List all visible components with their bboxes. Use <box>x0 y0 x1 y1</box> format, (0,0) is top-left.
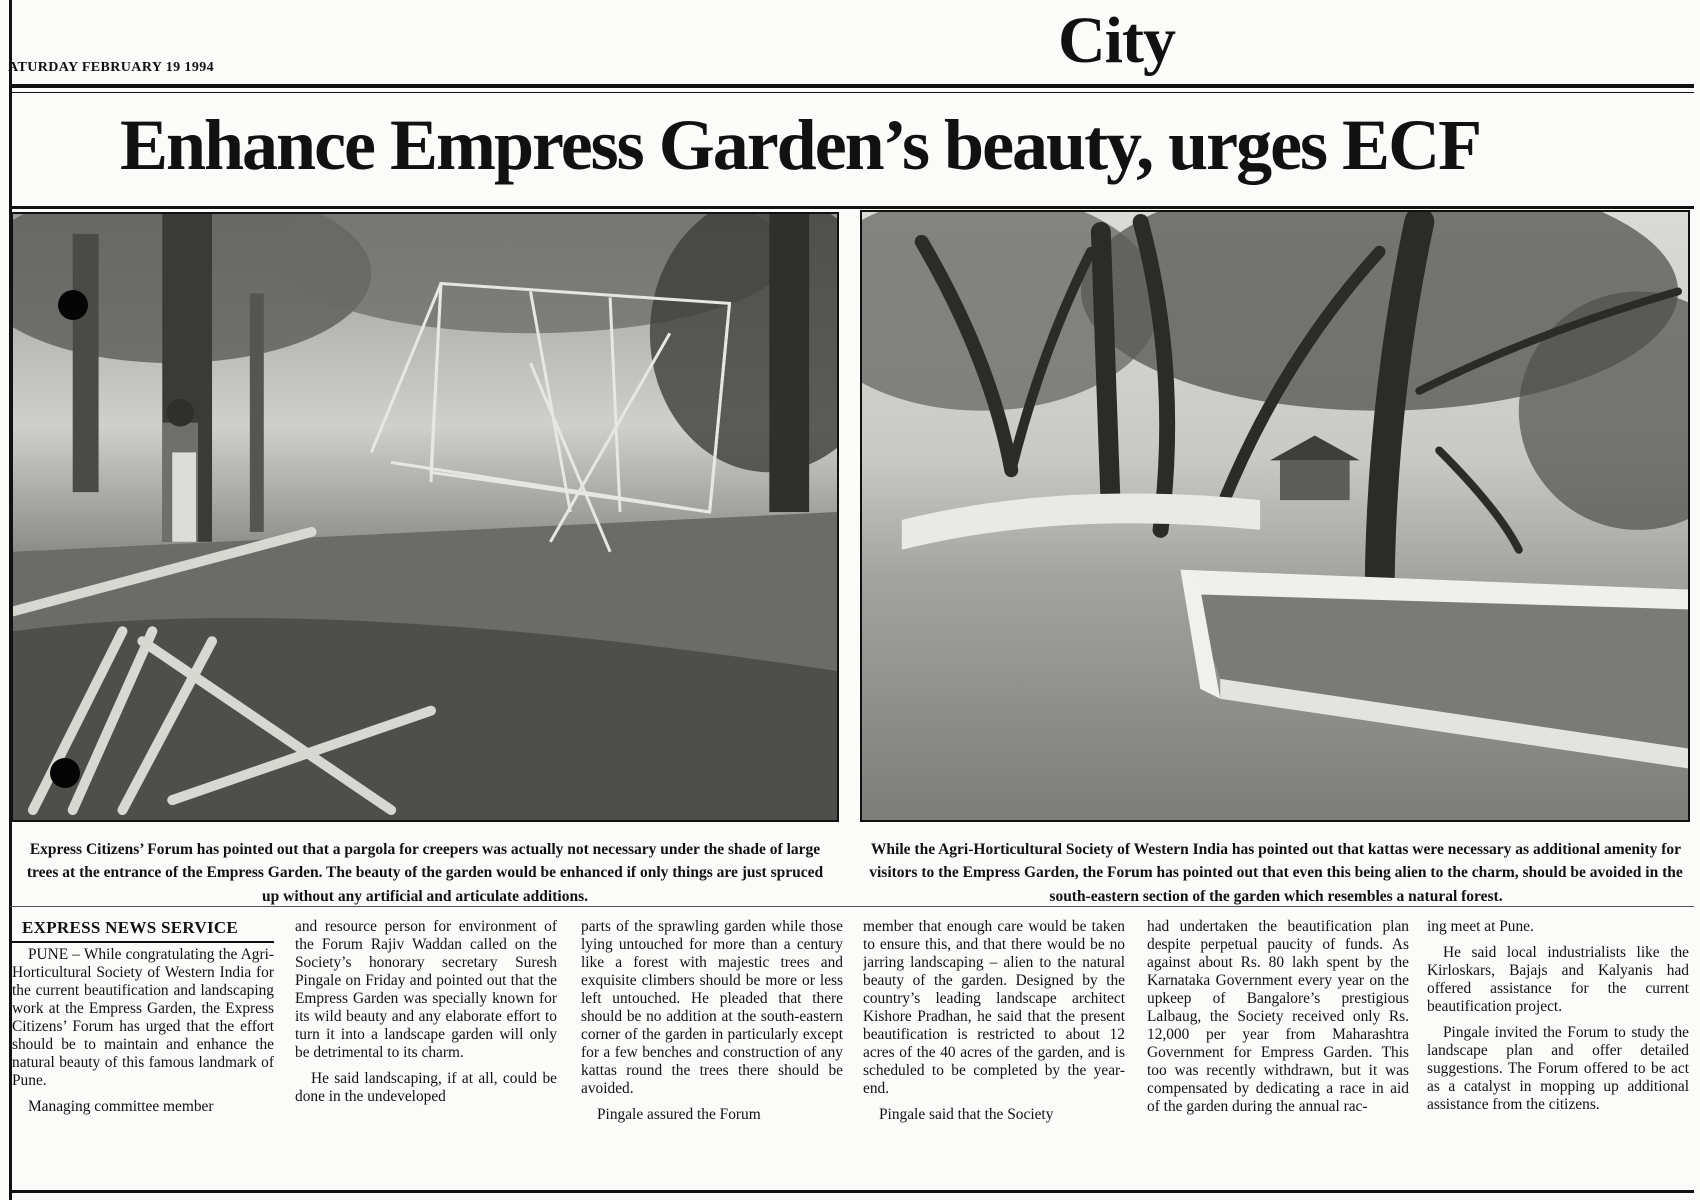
article-paragraph: and resource person for environment of the Forum Rajiv Waddan called on the Society’s honorary secretary Suresh Pingale on Friday and pointed out that the Empress Garden was specially known for its wild beauty and any elaborate effort to turn it into a landscape garden will only be detrimental to its charm. <box>295 918 557 1062</box>
article-column-6 <box>1427 918 1689 1188</box>
punch-hole <box>58 290 88 320</box>
photo-pergola-image <box>13 214 837 820</box>
article-paragraph: parts of the sprawling garden while those lying untouched for more than a century like a forest with majestic trees and exquisite climbers should be more or less left untouched. He pleaded that there should be no addition at the south-eastern corner of the garden in particularly except for a few benches and construction of any kattas round the trees there should be avoided. <box>581 918 843 1098</box>
photo-caption-right: While the Agri-Horticultural Society of Western India has pointed out that kattas were necessary as additional amenity for visitors to the Empress Garden, the Forum has pointed out that even this being alien to the charm, should be avoided in the south-eastern section of the garden which resembles a natural forest. <box>869 841 1683 905</box>
photo-pergola <box>11 212 839 822</box>
headline-rule <box>10 206 1694 209</box>
dateline: ATURDAY FEBRUARY 19 1994 <box>8 60 215 75</box>
article-paragraph: Pingale invited the Forum to study the landscape plan and offer detailed suggestions. The Forum offered to be act as a catalyst in mopping up additional assistance from the citizens. <box>1427 1024 1689 1114</box>
photo-kattas-image <box>862 212 1688 820</box>
photo-kattas <box>860 210 1690 822</box>
article-paragraph: He said landscaping, if at all, could be done in the undeveloped <box>295 1070 557 1106</box>
section-title: City <box>1058 4 1175 77</box>
header-rule-thin <box>10 92 1694 93</box>
article-column-3 <box>581 918 843 1188</box>
article-column-1 <box>12 918 274 1188</box>
article-paragraph: ing meet at Pune. <box>1427 918 1534 935</box>
article-paragraph: Managing committee member <box>28 1098 214 1115</box>
article-paragraph: member that enough care would be taken to ensure this, and that there would be no jarring landscaping – alien to the natural beauty of the garden. Designed by the country’s leading landscape architect Kishore Pradhan, he said that the present beautification is restricted to about 12 acres of the 40 acres of the garden, and is scheduled to be completed by the year-end. <box>863 918 1125 1098</box>
byline: EXPRESS NEWS SERVICE <box>12 918 274 943</box>
footer-rule <box>10 1190 1694 1193</box>
article-paragraph: Pingale assured the Forum <box>597 1106 761 1124</box>
article-paragraph: PUNE – While congratulating the Agri-Horticultural Society of Western India for the current beautification and landscaping work at the Empress Garden, the Express Citizens’ Forum has urged that the effort should be to maintain and enhance the natural beauty of this famous landmark of Pune. <box>12 945 274 1089</box>
columns-rule <box>10 906 1694 907</box>
article-paragraph: had undertaken the beautification plan despite perpetual paucity of funds. As against about Rs. 80 lakh spent by the Karnataka Government every year on the upkeep of Bangalore’s prestigious Lalbaug, the Society received only Rs. 12,000 per year from Maharashtra Government for Empress Garden. This too was recently withdrawn, but it was compensated by dedicating a race in aid of the garden during the annual rac- <box>1147 918 1409 1116</box>
header-rule <box>10 84 1694 88</box>
headline: Enhance Empress Garden’s beauty, urges ECF <box>119 105 1481 185</box>
article-column-2 <box>295 918 557 1188</box>
article-paragraph: Pingale said that the Society <box>879 1106 1054 1124</box>
article-paragraph: He said local industrialists like the Kirloskars, Bajajs and Kalyanis had offered assistance for the current beautification project. <box>1427 944 1689 1016</box>
punch-hole <box>50 758 80 788</box>
article-column-4 <box>863 918 1125 1188</box>
photo-caption-left: Express Citizens’ Forum has pointed out that a pargola for creepers was actually not necessary under the shade of large trees at the entrance of the Empress Garden. The beauty of the garden would be enhanced if only things are just spruced up without any artificial and articulate additions. <box>26 841 824 905</box>
article-column-5 <box>1147 918 1409 1188</box>
